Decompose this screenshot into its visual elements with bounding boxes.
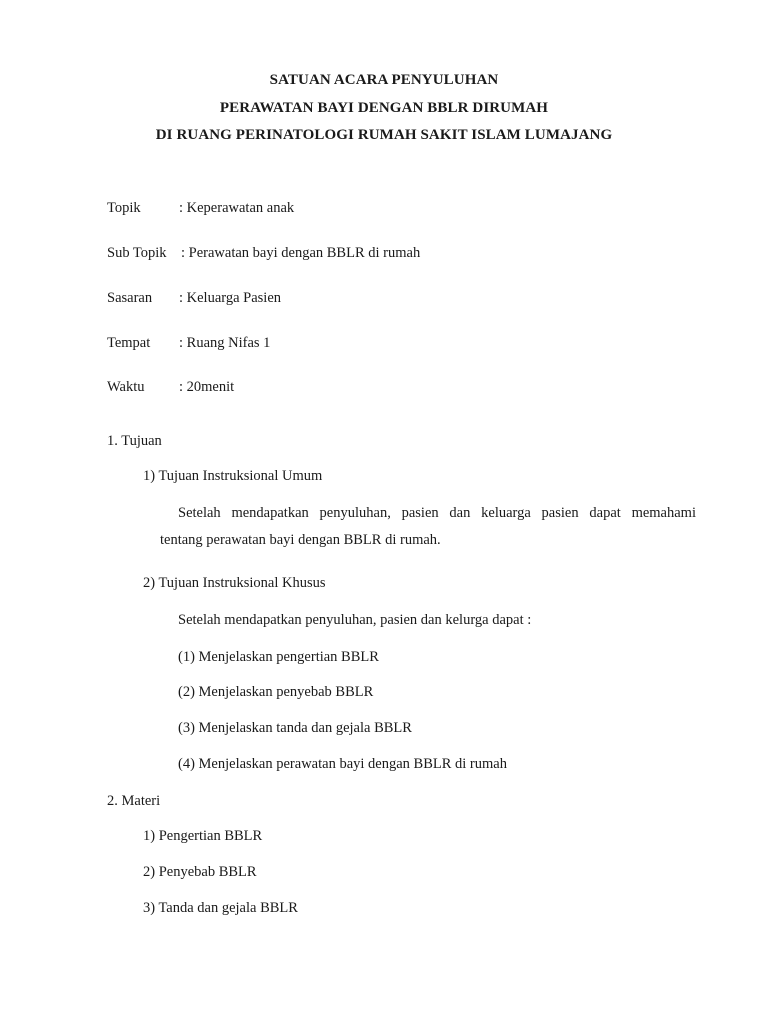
info-label: Sub Topik [107, 245, 167, 261]
list-item: 1) Pengertian BBLR [143, 828, 263, 844]
section-heading-tujuan: 1. Tujuan [107, 433, 162, 449]
paragraph-tujuan-khusus-intro: Setelah mendapatkan penyuluhan, pasien dan kelurga dapat : [178, 612, 532, 628]
info-label: Tempat [107, 335, 151, 351]
subsection-heading-tujuan-umum: 1) Tujuan Instruksional Umum [143, 468, 323, 484]
list-item: (3) Menjelaskan tanda dan gejala BBLR [178, 720, 412, 736]
list-item: (4) Menjelaskan perawatan bayi dengan BBLR di rumah [178, 756, 507, 772]
list-item: (1) Menjelaskan pengertian BBLR [178, 649, 379, 665]
info-value: : Ruang Nifas 1 [179, 335, 271, 351]
subsection-heading-tujuan-khusus: 2) Tujuan Instruksional Khusus [143, 575, 326, 591]
info-value: : 20menit [179, 379, 235, 395]
section-heading-materi: 2. Materi [107, 793, 161, 809]
info-value: : Keperawatan anak [179, 200, 295, 216]
document-location: DI RUANG PERINATOLOGI RUMAH SAKIT ISLAM LUMAJANG [155, 127, 613, 143]
document-title: SATUAN ACARA PENYULUHAN [269, 72, 499, 88]
info-label: Waktu [107, 379, 145, 395]
info-label: Sasaran [107, 290, 153, 306]
list-item: 3) Tanda dan gejala BBLR [143, 900, 298, 916]
paragraph-tujuan-umum-line1: Setelah mendapatkan penyuluhan, pasien dan keluarga pasien dapat memahami [178, 505, 696, 521]
document-subtitle: PERAWATAN BAYI DENGAN BBLR DIRUMAH [219, 100, 549, 116]
paragraph-tujuan-umum-line2: tentang perawatan bayi dengan BBLR di rumah. [160, 532, 441, 548]
info-value: : Keluarga Pasien [179, 290, 282, 306]
list-item: 2) Penyebab BBLR [143, 864, 257, 880]
list-item: (2) Menjelaskan penyebab BBLR [178, 684, 374, 700]
info-value: : Perawatan bayi dengan BBLR di rumah [181, 245, 421, 261]
info-label: Topik [107, 200, 141, 216]
